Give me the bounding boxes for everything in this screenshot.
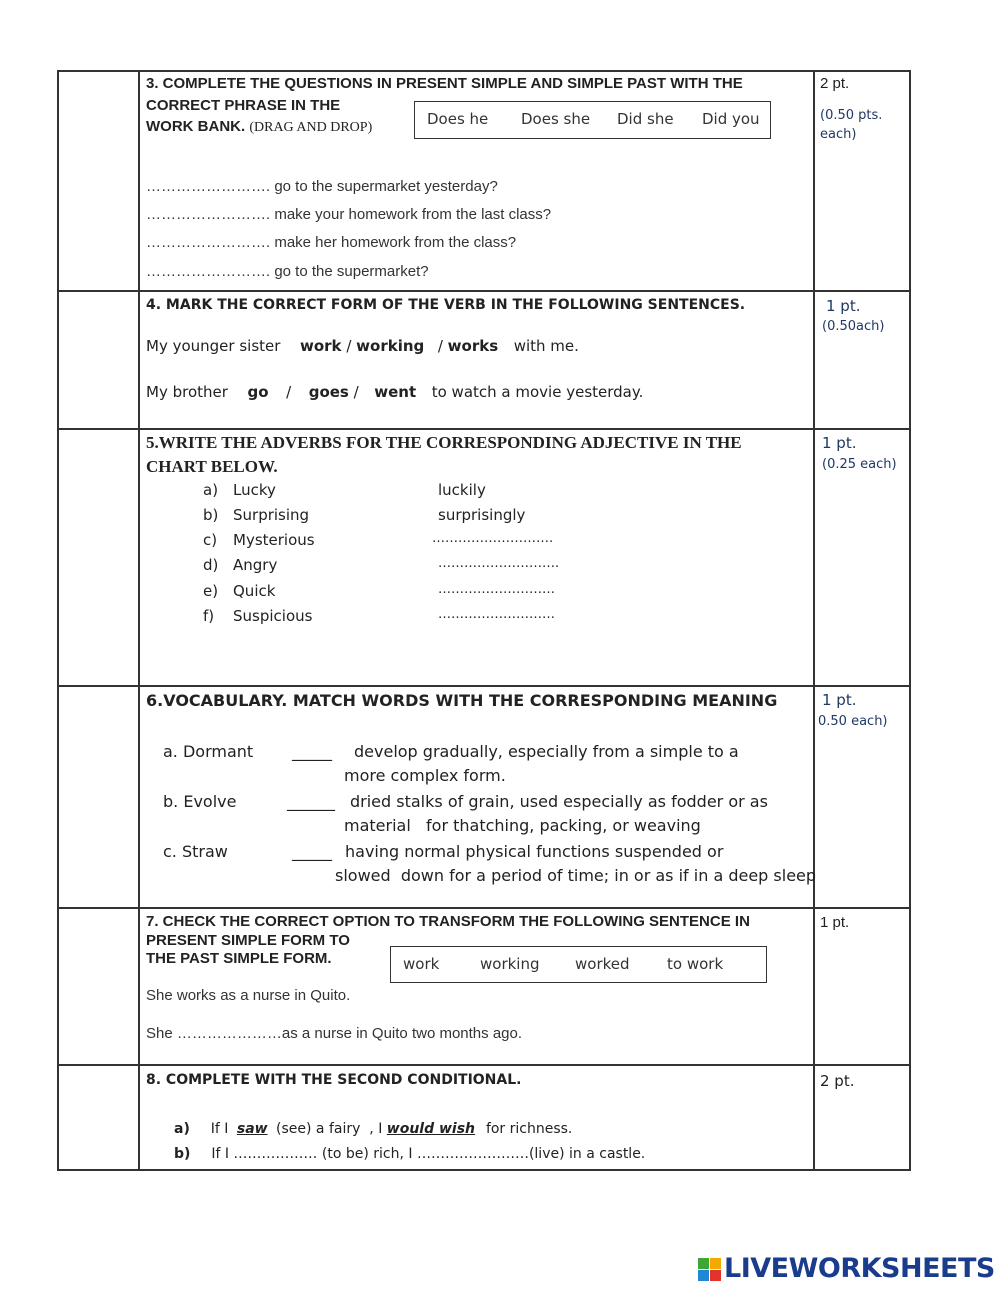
q4-sentence-2: My brother go / goes / went to watch a movie yesterday. — [146, 383, 644, 401]
q3-points: 2 pt. — [820, 75, 850, 92]
q7-sentence: She works as a nurse in Quito. — [146, 987, 351, 1004]
q5-row-letter: e) — [203, 582, 219, 600]
liveworksheets-icon — [698, 1258, 722, 1282]
q8-answer-blank[interactable]: ……………… — [233, 1146, 318, 1162]
word-bank-chip[interactable]: Did she — [617, 110, 674, 128]
table-border-bottom — [57, 1169, 910, 1171]
q4-title: 4. MARK THE CORRECT FORM OF THE VERB IN THE FOLLOWING SENTENCES. — [146, 297, 746, 313]
q6-definition: slowed down for a period of time; in or as if in a deep sleep — [335, 866, 817, 885]
q7-answer-line: She …………………as a nurse in Quito two months ago. — [146, 1025, 523, 1042]
q3-title-bank: WORK BANK. — [146, 118, 246, 135]
q5-adverb: surprisingly — [438, 506, 526, 524]
q6-definition: material for thatching, packing, or weaving — [344, 816, 701, 835]
table-divider-1 — [138, 70, 140, 1171]
q5-row-letter: b) — [203, 506, 219, 524]
q5-row-letter: c) — [203, 531, 218, 549]
q7-answer-blank[interactable]: ………………… — [176, 1025, 282, 1042]
q6-definition: having normal physical functions suspended or — [345, 842, 724, 861]
q4-points-note: (0.50ach) — [822, 319, 885, 334]
q3-title-line1: 3. COMPLETE THE QUESTIONS IN PRESENT SIMPLE AND SIMPLE PAST WITH THE — [146, 75, 743, 92]
q4-sentence-1: My younger sister work / working / works with me. — [146, 337, 579, 355]
q8-title: 8. COMPLETE WITH THE SECOND CONDITIONAL. — [146, 1072, 522, 1088]
q6-definition: develop gradually, especially from a simple to a — [354, 742, 739, 761]
q3-title-line2: CORRECT PHRASE IN THE — [146, 97, 341, 114]
q5-adjective: Surprising — [233, 506, 310, 524]
q6-title: 6.VOCABULARY. MATCH WORDS WITH THE CORRESPONDING MEANING — [146, 691, 778, 710]
q5-title-line2: CHART BELOW. — [146, 457, 278, 476]
q6-match-blank[interactable]: _____ — [292, 742, 332, 761]
table-border-top — [57, 70, 910, 72]
q8-sentence-a: a) If I saw (see) a fairy , I would wish for richness. — [174, 1121, 573, 1137]
q6-match-blank[interactable]: ______ — [287, 792, 335, 811]
q3-instruction-note: (DRAG AND DROP) — [249, 120, 373, 135]
q5-row-letter: d) — [203, 556, 219, 574]
q4-points: 1 pt. — [826, 297, 861, 315]
q8-points: 2 pt. — [820, 1072, 855, 1090]
row-separator — [57, 290, 910, 292]
verb-option[interactable]: works — [447, 337, 499, 355]
q5-adjective: Quick — [233, 582, 276, 600]
q7-title-line2: PRESENT SIMPLE FORM TO — [146, 932, 350, 949]
row-separator — [57, 428, 910, 430]
verb-option[interactable]: work — [299, 337, 342, 355]
verb-option[interactable]: working — [356, 337, 425, 355]
verb-option[interactable]: went — [374, 383, 417, 401]
q3-title-line3 — [146, 118, 372, 136]
q6-points-note: 0.50 each) — [818, 714, 888, 729]
q6-word: b. Evolve — [163, 792, 237, 811]
q5-adjective: Mysterious — [233, 531, 315, 549]
q3-item: ……………………. make your homework from the last class? — [146, 206, 552, 223]
q7-option[interactable]: working — [480, 955, 540, 973]
q8-answer-blank[interactable]: …………………… — [416, 1146, 529, 1162]
q7-option[interactable]: worked — [575, 955, 630, 973]
q7-points: 1 pt. — [820, 914, 850, 931]
word-bank-chip[interactable]: Does she — [521, 110, 591, 128]
row-separator — [57, 1064, 910, 1066]
row-separator — [57, 907, 910, 909]
q7-option[interactable]: to work — [667, 955, 724, 973]
q7-title-line1: 7. CHECK THE CORRECT OPTION TO TRANSFORM THE FOLLOWING SENTENCE IN — [146, 913, 750, 930]
q6-definition: more complex form. — [344, 766, 506, 785]
q5-points: 1 pt. — [822, 434, 857, 452]
verb-option[interactable]: goes — [308, 383, 349, 401]
drop-zone[interactable]: …………………… — [146, 178, 266, 195]
q5-adverb-input[interactable]: ……………………… — [438, 582, 555, 597]
q5-adverb-input[interactable]: ………………………. — [438, 556, 560, 571]
table-border-left — [57, 70, 59, 1171]
table-divider-2 — [813, 70, 815, 1171]
q5-points-note: (0.25 each) — [822, 457, 897, 472]
q3-item: ……………………. go to the supermarket yesterday? — [146, 178, 498, 195]
q6-word: c. Straw — [163, 842, 228, 861]
q3-item: ……………………. go to the supermarket? — [146, 263, 429, 280]
row-separator — [57, 685, 910, 687]
liveworksheets-wordmark: LIVEWORKSHEETS — [724, 1253, 995, 1284]
word-bank-chip[interactable]: Did you — [702, 110, 760, 128]
q6-points: 1 pt. — [822, 691, 857, 709]
verb-option[interactable]: go — [247, 383, 269, 401]
drop-zone[interactable]: …………………… — [146, 263, 266, 280]
q3-points-note: each) — [820, 127, 857, 142]
drop-zone[interactable]: …………………… — [146, 234, 266, 251]
word-bank-chip[interactable]: Does he — [427, 110, 489, 128]
q7-title-line3: THE PAST SIMPLE FORM. — [146, 950, 332, 967]
q3-item: ……………………. make her homework from the class? — [146, 234, 517, 251]
q8-answer-filled[interactable]: would wish — [386, 1121, 476, 1137]
q3-points-note: (0.50 pts. — [820, 108, 883, 123]
drop-zone[interactable]: …………………… — [146, 206, 266, 223]
q5-adjective: Suspicious — [233, 607, 313, 625]
table-border-right — [909, 70, 911, 1171]
q5-title-line1: 5.WRITE THE ADVERBS FOR THE CORRESPONDING ADJECTIVE IN THE — [146, 433, 742, 452]
q8-answer-filled[interactable]: saw — [236, 1121, 268, 1137]
q5-adverb: luckily — [438, 481, 486, 499]
q5-adverb-input[interactable]: ………………………. — [432, 531, 554, 546]
q7-option[interactable]: work — [403, 955, 440, 973]
q5-adjective: Angry — [233, 556, 278, 574]
q6-match-blank[interactable]: _____ — [292, 842, 332, 861]
q6-definition: dried stalks of grain, used especially as fodder or as — [350, 792, 768, 811]
q5-adjective: Lucky — [233, 481, 276, 499]
q6-word: a. Dormant — [163, 742, 254, 761]
q5-adverb-input[interactable]: ……………………… — [438, 607, 555, 622]
q8-sentence-b: b) If I ……………… (to be) rich, I ……………………(live) in a castle. — [174, 1146, 646, 1162]
q5-row-letter: f) — [203, 607, 215, 625]
q5-row-letter: a) — [203, 481, 219, 499]
